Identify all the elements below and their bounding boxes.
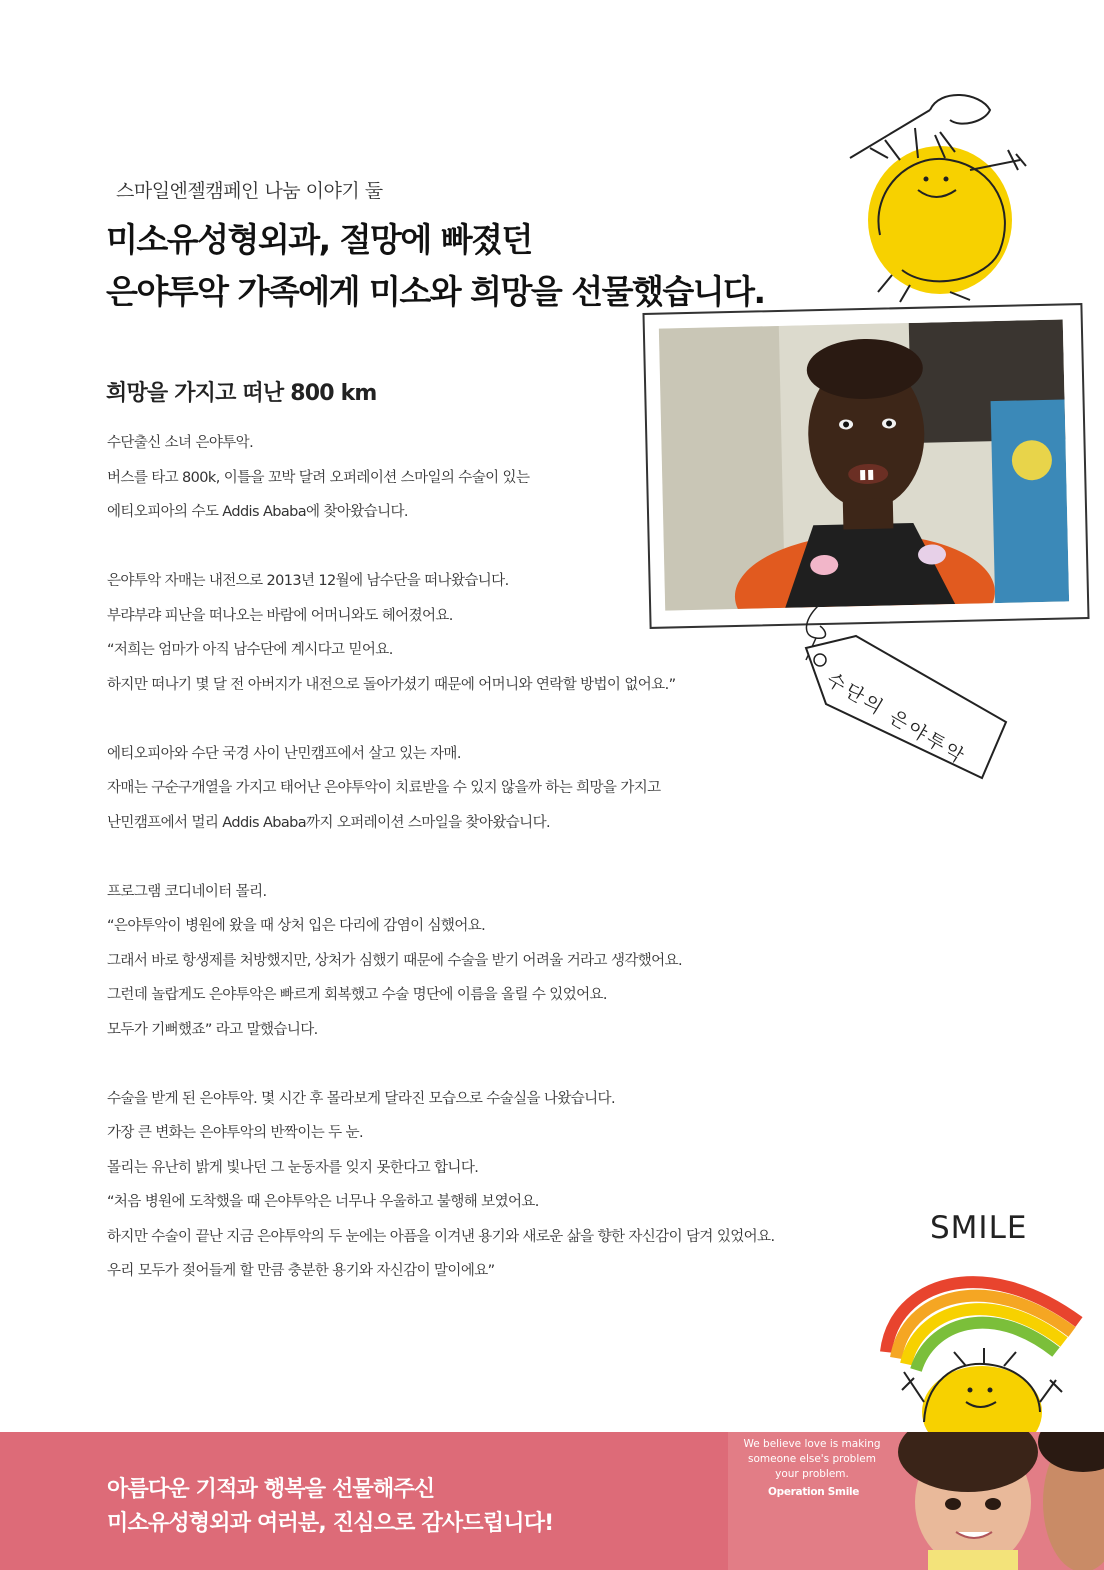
footer-banner: [0, 1432, 1104, 1570]
body-line: 하지만 떠나기 몇 달 전 아버지가 내전으로 돌아가셨기 때문에 어머니와 연락할 방법이 없어요.”: [107, 676, 676, 693]
headline-line-2: 은야투악 가족에게 미소와 희망을 선물했습니다.: [106, 272, 765, 311]
body-line: 은야투악 자매는 내전으로 2013년 12월에 남수단을 떠나왔습니다.: [107, 573, 509, 589]
body-line: “처음 병원에 도착했을 때 은야투악은 너무나 우울하고 불행해 보였어요.: [107, 1194, 539, 1210]
photo-tag-icon: [796, 600, 1016, 800]
body-line: 수단출신 소녀 은야투악.: [107, 435, 254, 451]
headline-line-1: 미소유성형외과, 절망에 빠졌던: [106, 220, 532, 259]
section-title: 희망을 가지고 떠난 800 km: [106, 381, 377, 406]
footer-line-2: 미소유성형외과 여러분, 진심으로 감사드립니다!: [107, 1511, 554, 1536]
operation-smile-logo: Operation Smile: [768, 1486, 860, 1498]
headline: [106, 214, 765, 318]
body-line: 프로그램 코디네이터 몰리.: [107, 883, 267, 900]
body-line: 버스를 타고 800k, 이틀을 꼬박 달려 오퍼레이션 스마일의 수술이 있는: [107, 469, 530, 486]
rainbow-smiley-icon: [874, 1252, 1089, 1437]
tagline: [732, 1437, 892, 1482]
body-line: 몰리는 유난히 밝게 빛나던 그 눈동자를 잊지 못한다고 합니다.: [107, 1159, 479, 1176]
girl-photo: [659, 319, 1069, 610]
body-line: 부랴부랴 피난을 떠나오는 바람에 어머니와도 헤어졌어요.: [107, 607, 453, 624]
body-line: 난민캠프에서 멀리 Addis Ababa까지 오퍼레이션 스마일을 찾아왔습니다.: [107, 814, 550, 831]
body-line: 자매는 구순구개열을 가지고 태어난 은야투악이 치료받을 수 있지 않을까 하는 희망을 가지고: [107, 780, 661, 796]
subtitle: 스마일엔젤캠페인 나눔 이야기 둘: [116, 180, 383, 202]
footer-line-1: 아름다운 기적과 행복을 선물해주신: [107, 1477, 435, 1502]
body-line: 에티오피아의 수도 Addis Ababa에 찾아왔습니다.: [107, 504, 408, 520]
body-line: “저희는 엄마가 아직 남수단에 계시다고 믿어요.: [107, 642, 393, 658]
smile-word: SMILE: [930, 1210, 1028, 1246]
tagline-line: your problem.: [775, 1468, 849, 1480]
photo-tag-label: 수단의 은야투악: [822, 668, 970, 769]
body-line: 가장 큰 변화는 은야투악의 반짝이는 두 눈.: [107, 1125, 363, 1141]
body-line: 그래서 바로 항생제를 처방했지만, 상처가 심했기 때문에 수술을 받기 어려울 거라고 생각했어요.: [107, 952, 682, 969]
body-line: 에티오피아와 수단 국경 사이 난민캠프에서 살고 있는 자매.: [107, 745, 461, 762]
tagline-line: someone else's problem: [748, 1453, 876, 1465]
body-line: 그런데 놀랍게도 은야투악은 빠르게 회복했고 수술 명단에 이름을 올릴 수 있었어요.: [107, 987, 607, 1003]
photo-frame: [642, 303, 1089, 629]
body-line: 하지만 수술이 끝난 지금 은야투악의 두 눈에는 아픔을 이겨낸 용기와 새로운 삶을 향한 자신감이 담겨 있었어요.: [107, 1228, 775, 1245]
body-line: 우리 모두가 젖어들게 할 만큼 충분한 용기와 자신감이 말이에요”: [107, 1263, 495, 1279]
body-line: “은야투악이 병원에 왔을 때 상처 입은 다리에 감염이 심했어요.: [107, 918, 486, 934]
body-line: 수술을 받게 된 은야투악. 몇 시간 후 몰라보게 달라진 모습으로 수술실을 나왔습니다.: [107, 1090, 615, 1107]
tagline-line: We believe love is making: [743, 1438, 881, 1450]
smiley-character-icon: [840, 80, 1040, 310]
body-line: 모두가 기뻐했죠” 라고 말했습니다.: [107, 1021, 318, 1038]
